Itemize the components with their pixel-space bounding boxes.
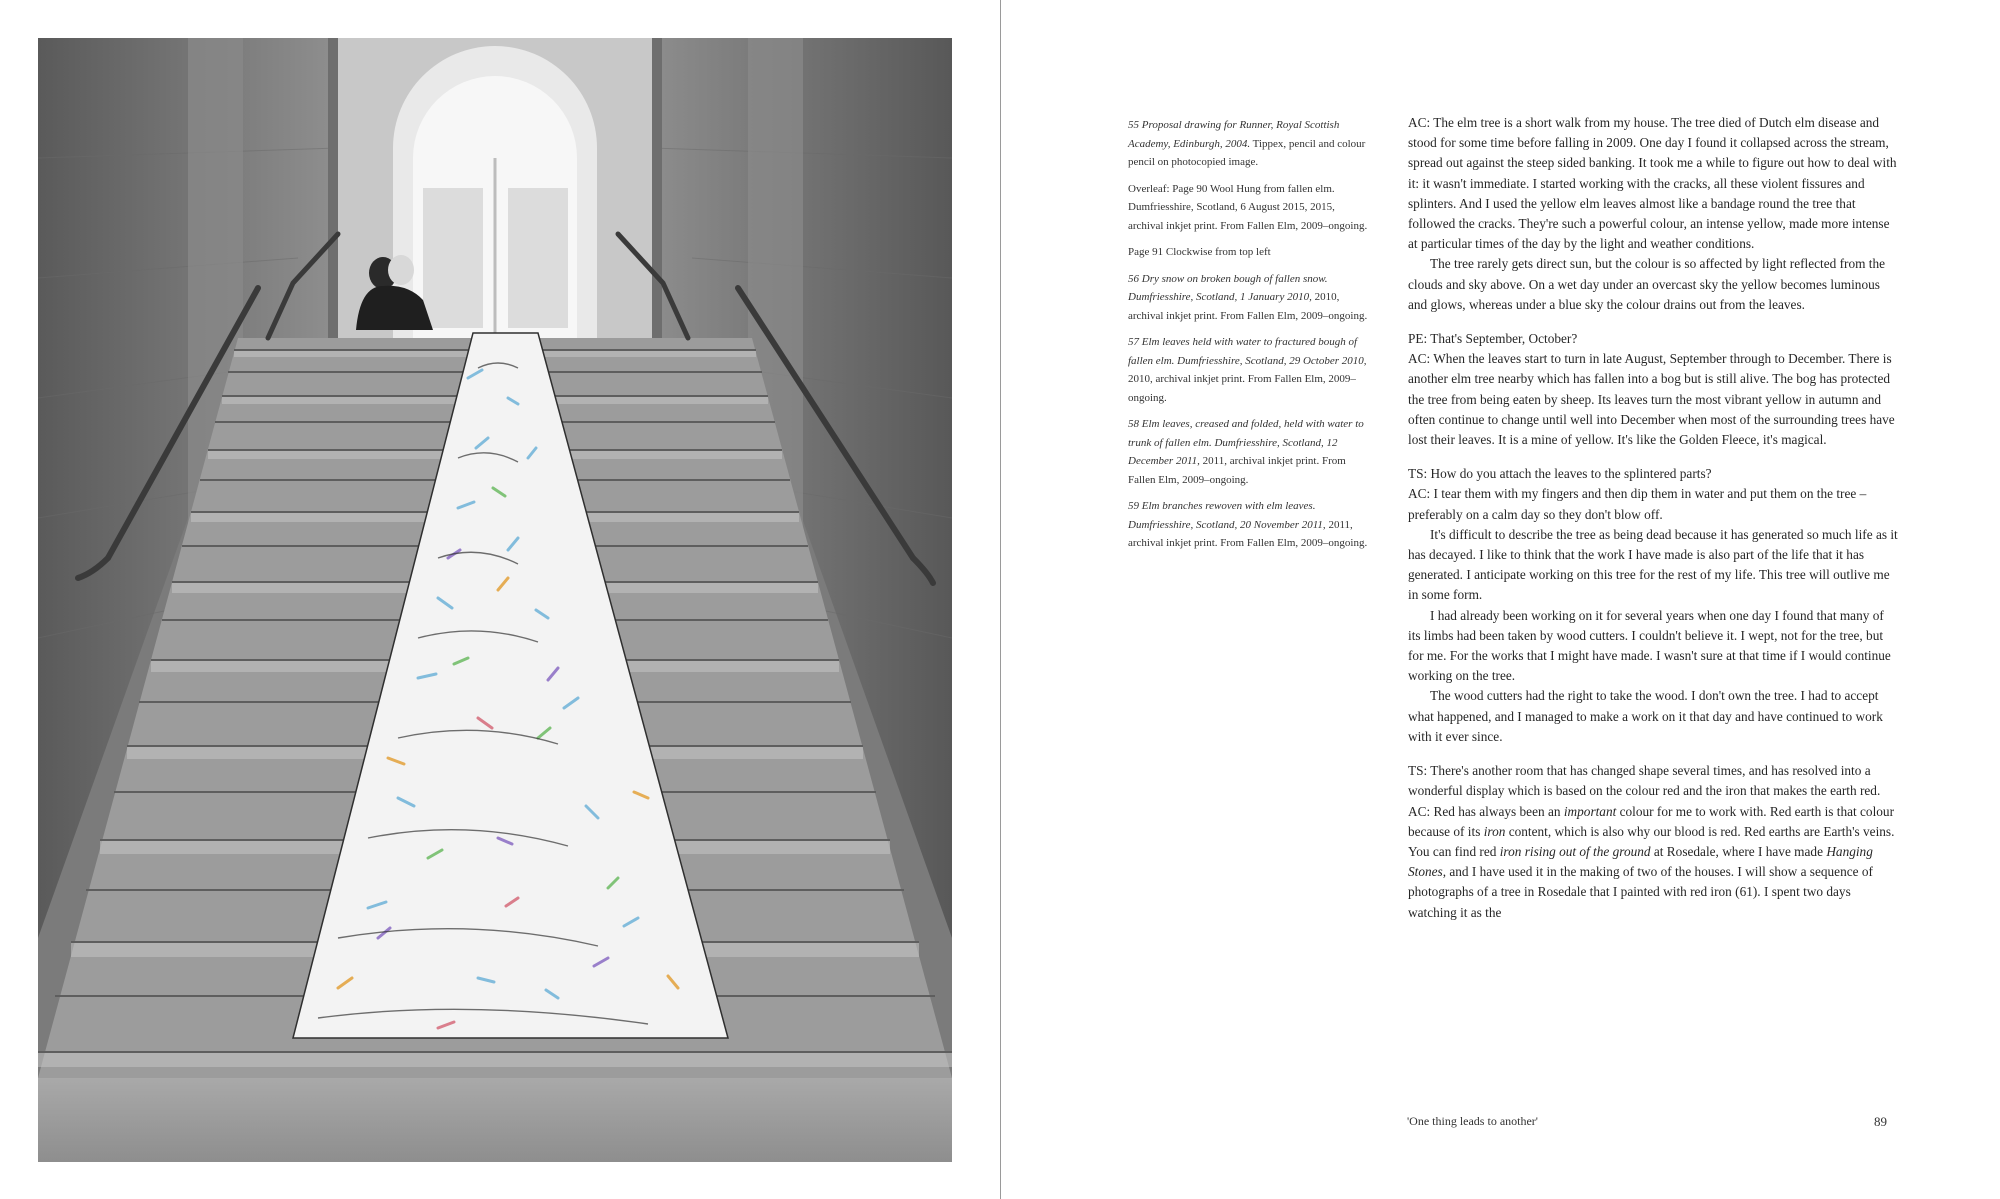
caption-overleaf: Overleaf: Page 90 Wool Hung from fallen elm. Dumfriesshire, Scotland, 6 August 2015, 2015, archival inkjet print. From Fallen Elm, 2009–ongoing. — [1128, 182, 1368, 232]
caption-58: 58 Elm leaves, creased and folded, held with water to trunk of fallen elm. Dumfriesshire, Scotland, 12 December 2011, 2011, archival inkjet print. From Fallen Elm, 2009–ongoing. — [1128, 418, 1364, 486]
paragraph: AC: Red has always been an important colour for me to work with. Red earth is that colour because of its iron content, which is also why our blood is red. Red earths are Earth's veins. You can find red iron rising out of the ground at Rosedale, where I have made Hanging Stones, and I have used it in the making of two of the houses. I will show a sequence of photographs of a tree in Rosedale that I painted with red iron (61). I spent two days watching it as the — [1408, 803, 1895, 920]
caption-55: 55 Proposal drawing for Runner, Royal Scottish Academy, Edinburgh, 2004. Tippex, pencil and colour pencil on photocopied image. — [1128, 119, 1366, 168]
caption-column — [1128, 116, 1370, 561]
running-head: 'One thing leads to another' — [1407, 1114, 1538, 1128]
caption-page-91: Page 91 Clockwise from top left — [1128, 246, 1271, 258]
paragraph: PE: That's September, October? — [1408, 331, 1578, 347]
paragraph: I had already been working on it for several years when one day I found that many of its limbs had been taken by wood cutters. I couldn't believe it. I wept, not for the tree, but for me. For the works that I might have made. I wasn't sure at that time if I would continue working on the tree. — [1408, 607, 1891, 684]
interview-text — [1408, 113, 1899, 923]
paragraph: TS: There's another room that has changed shape several times, and has resolved into a wonderful display which is based on the colour red and the iron that makes the earth red. — [1408, 763, 1881, 799]
paragraph: It's difficult to describe the tree as being dead because it has generated so much life as it has decayed. I like to think that the work I have made is also part of the life that it has generated. I anticipate working on this tree for the rest of my life. This tree will outlive me in some form. — [1408, 526, 1898, 603]
floor — [38, 1078, 952, 1162]
paragraph: The wood cutters had the right to take the wood. I don't own the tree. I had to accept what happened, and I managed to make a work on it that day and have continued to work with it ever since. — [1408, 688, 1883, 744]
staircase-illustration — [38, 38, 952, 1162]
paragraph: The tree rarely gets direct sun, but the colour is so affected by light reflected from the clouds and sky above. On a wet day under an overcast sky the yellow becomes luminous and glows, whereas under a blue sky the colour drains out from the leaves. — [1408, 256, 1886, 312]
caption-57: 57 Elm leaves held with water to fractured bough of fallen elm. Dumfriesshire, Scotland, 29 October 2010, 2010, archival inkjet print. From Fallen Elm, 2009–ongoing. — [1128, 336, 1367, 404]
staircase-photograph — [38, 38, 952, 1162]
paragraph: TS: How do you attach the leaves to the splintered parts? — [1408, 466, 1712, 482]
paragraph: AC: The elm tree is a short walk from my house. The tree died of Dutch elm disease and stood for some time before falling in 2009. One day I found it collapsed across the stream, spread out against the steep sided banking. It took me a while to figure out how to deal with it: it wasn't immediate. I started working with the cracks, all these violent fissures and splinters. And I used the yellow elm leaves almost like a bandage round the tree that followed the cracks. They're such a powerful colour, an intense yellow, made more intense at particular times of the day by the light and weather conditions. — [1408, 115, 1897, 252]
right-page — [1001, 0, 2000, 1199]
paragraph: AC: I tear them with my fingers and then dip them in water and put them on the tree – preferably on a calm day so they don't blow off. — [1408, 486, 1867, 522]
page-number: 89 — [1874, 1114, 1887, 1129]
caption-59: 59 Elm branches rewoven with elm leaves. Dumfriesshire, Scotland, 20 November 2011, 2011, archival inkjet print. From Fallen Elm, 2009–ongoing. — [1128, 500, 1368, 549]
paragraph: AC: When the leaves start to turn in late August, September through to December. There is another elm tree nearby which has fallen into a bog but is still alive. The bog has protected the tree from being eaten by sheep. Its leaves turn the most vibrant yellow in autumn and often continue to change until well into December when most of the surrounding trees have lost their leaves. It is a mine of yellow. It's like the Golden Fleece, it's magical. — [1408, 351, 1895, 448]
caption-56: 56 Dry snow on broken bough of fallen snow. Dumfriesshire, Scotland, 1 January 2010, 2010, archival inkjet print. From Fallen Elm, 2009–ongoing. — [1128, 272, 1368, 322]
